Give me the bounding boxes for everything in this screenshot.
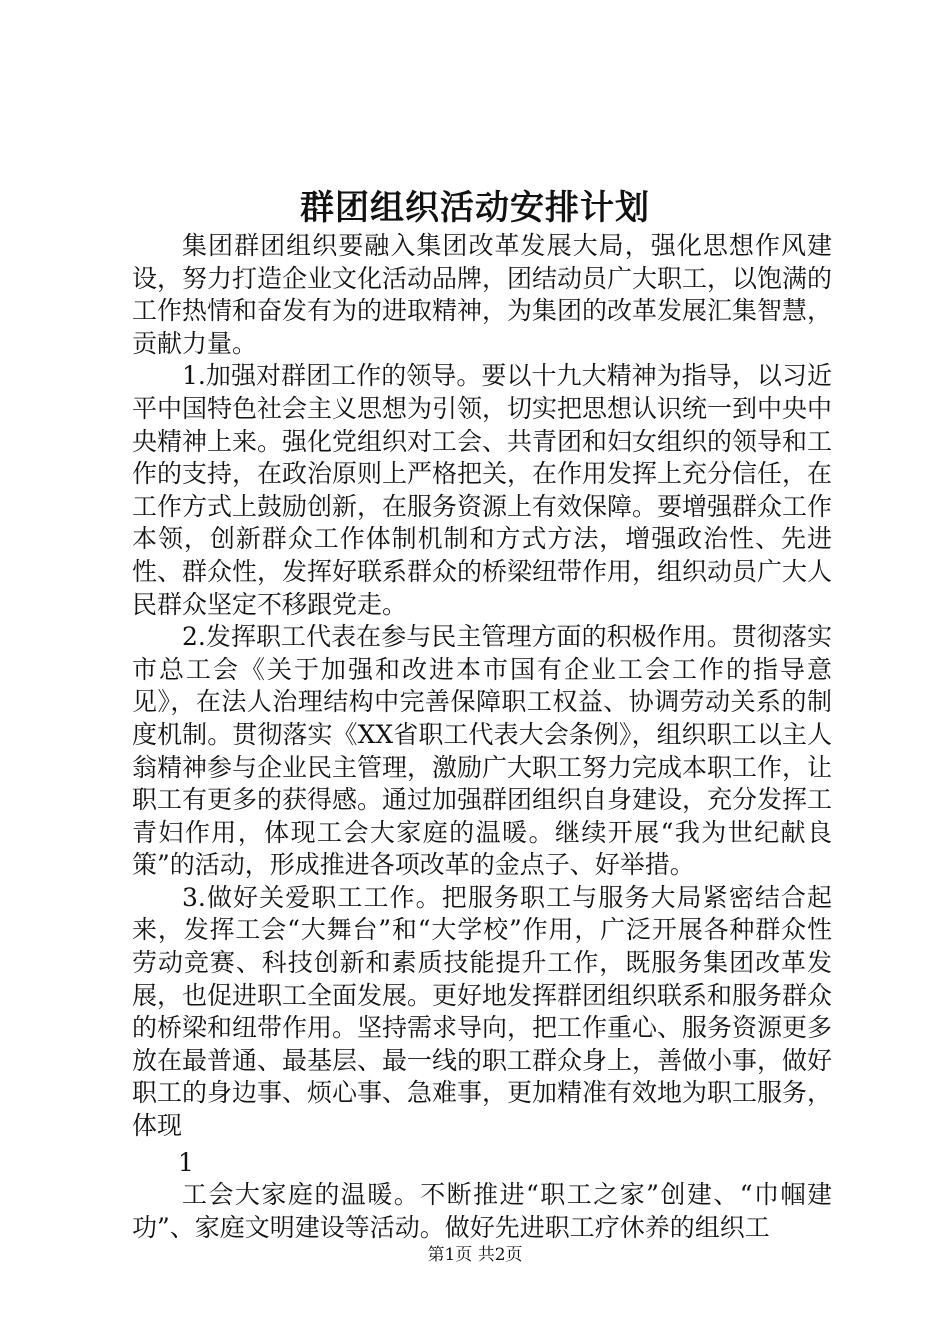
paragraph-item-2: 2.发挥职工代表在参与民主管理方面的积极作用。贯彻落实市总工会《关于加强和改进本市国有企业工会工作的指导意见》，在法人治理结构中完善保障职工权益、协调劳动关系的制度机制。贯彻落实《XX省职工代表大会条例》，组织职工以主人翁精神参与企业民主管理，激励广大职工努力完成本职工作，让职工有更多的获得感。通过加强群团组织自身建设，充分发挥工青妇作用，体现工会大家庭的温暖。继续开展“我为世纪献良策”的活动，形成推进各项改革的金点子、好举措。 (132, 622, 833, 880)
document-title: 群团组织活动安排计划 (300, 188, 650, 228)
paragraph-item-1: 1.加强对群团工作的领导。要以十九大精神为指导，以习近平中国特色社会主义思想为引领，切实把思想认识统一到中央中央精神上来。强化党组织对工会、共青团和妇女组织的领导和工作的支持，在政治原则上严格把关，在作用发挥上充分信任，在工作方式上鼓励创新，在服务资源上有效保障。要增强群众工作本领，创新群众工作体制机制和方式方法，增强政治性、先进性、群众性，发挥好联系群众的桥梁纽带作用，组织动员广大人民群众坚定不移跟党走。 (132, 361, 833, 619)
document-body (132, 230, 832, 1244)
paragraph-continuation: 工会大家庭的温暖。不断推进“职工之家”创建、“巾帼建功”、家庭文明建设等活动。做好先进职工疗休养的组织工 (132, 1180, 832, 1242)
paragraph-intro: 集团群团组织要融入集团改革发展大局，强化思想作风建设，努力打造企业文化活动品牌，团结动员广大职工，以饱满的工作热情和奋发有为的进取精神，为集团的改革发展汇集智慧，贡献力量。 (132, 231, 833, 358)
paragraph-item-3: 3.做好关爱职工工作。把服务职工与服务大局紧密结合起来，发挥工会“大舞台”和“大学校”作用，广泛开展各种群众性劳动竞赛、科技创新和素质技能提升工作，既服务集团改革发展，也促进职工全面发展。更好地发挥群团组织联系和服务群众的桥梁和纽带作用。坚持需求导向，把工作重心、服务资源更多放在最普通、最基层、最一线的职工群众身上，善做小事，做好职工的身边事、烦心事、急难事，更加精准有效地为职工服务，体现 (132, 882, 833, 1141)
page-footer: 第1页 共2页 (427, 1245, 523, 1265)
inline-page-marker: 1 (178, 1147, 194, 1177)
